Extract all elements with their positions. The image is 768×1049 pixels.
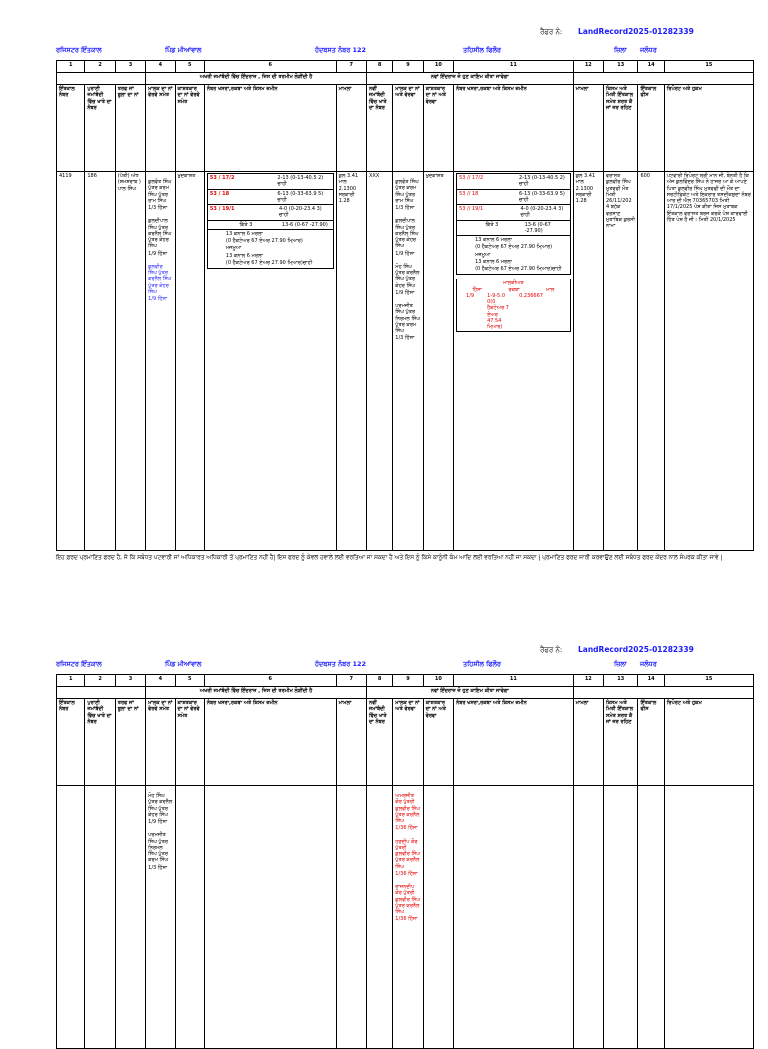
- kite-label: ਕਿੱਤੇ 3: [485, 221, 499, 228]
- record-page-2: [0, 636, 768, 1024]
- area-line: (0 ਹੈਕਟੇਅਰ 67 ਏਅਰ 27.90 ਮਿ੍ਆਰ): [475, 244, 553, 251]
- col-num: 7: [336, 61, 366, 73]
- col-num: 8: [366, 61, 392, 73]
- reference-label: ਰੈਫਰ ਨੰ:: [540, 646, 563, 654]
- col-num: 12: [573, 61, 603, 73]
- col-num: 14: [638, 61, 664, 73]
- col-num: 1: [57, 675, 85, 687]
- owner-share: 1/9 ਹਿੱਸਾ: [395, 250, 415, 257]
- heir-name: ਅਮਰਜੀਤ ਕੌਰ ਪੁੱਤਰੀ ਕੁਲਵੀਰ ਸਿੰਘ ਪੁੱਤਰ ਕਰਨੈਲ ਸਿੰਘ: [395, 793, 421, 824]
- owner-share: 1/9 ਹਿੱਸਾ: [395, 289, 415, 296]
- new-owner-cell: [393, 786, 423, 1049]
- owner-share: 1/9 ਹਿੱਸਾ: [148, 250, 168, 257]
- mutation-table: [56, 674, 754, 1049]
- old-section-title: ਅਖਰੀ ਜਮਾਂਬੰਦੀ ਵਿੱਚ ਇੰਦਰਾਜ , ਜਿਸ ਦੀ ਤਰਮੀਮ ਲੋੜੀਂਦੀ ਹੈ: [146, 73, 367, 85]
- area-line: 13 ਕਨਾਲ 6 ਮਰਲਾ: [225, 230, 263, 237]
- col-num: 3: [115, 61, 145, 73]
- mutation-table: [56, 60, 754, 551]
- kite-label: ਕਿੱਤੇ 3: [239, 221, 253, 228]
- village-label: ਪਿੰਡ ਮੀਆਂਵਾਲ: [165, 46, 202, 54]
- area-line: (0 ਹੈਕਟੇਅਰ 67 ਏਅਰ 27.90 ਮਿ੍ਆਰ): [225, 238, 303, 244]
- col-num: 5: [175, 61, 204, 73]
- col-num: 4: [146, 61, 175, 73]
- owner-name: ਪਰਮਜੀਤ ਸਿੰਘ ਪੁੱਤਰ ਨਿਰਮਲ ਸਿੰਘ ਪੁੱਤਰ ਕਰਮ ਸਿੰਘ: [395, 303, 421, 334]
- new-cultivator-cell: ਖੁਦਕਾਸ਼ਤ: [423, 172, 453, 551]
- new-khata-number: XXX: [366, 172, 392, 551]
- owner-share: 1/3 ਹਿੱਸਾ: [148, 205, 168, 211]
- col-num: 4: [146, 675, 175, 687]
- reference-number: LandRecord2025-01282339: [578, 645, 694, 654]
- col-num: 3: [115, 675, 145, 687]
- column-header-row: [57, 85, 754, 172]
- district-label: ਜ਼ਿਲਾ: [614, 46, 627, 54]
- new-owner-cell: [393, 172, 423, 551]
- transfer-mal: 0.236667: [519, 292, 543, 299]
- hadbast-label: ਹੱਦਬਸਤ ਨੰਬਰ 122: [315, 46, 367, 54]
- khasra-number: 53 / 18: [209, 190, 230, 197]
- owner-name: ਕੁਲਦੀਪਾਲ ਸਿੰਘ ਪੁੱਤਰ ਕਰਨੈਲ ਸਿੰਘ ਪੁੱਤਰ ਕੇਹਰ ਸਿੰਘ: [395, 218, 419, 250]
- col-header: ਮਾਲਕ ਦਾ ਨਾਂ ਅਤੇ ਵੇਰਵਾ: [393, 699, 423, 786]
- col-header: ਇੰਤਕਾਲ ਨੰਬਰ: [57, 699, 85, 786]
- transfer-col: ਰਕਬਾ: [508, 286, 520, 293]
- new-section-title: ਨਵਾਂ ਇੰਦਰਾਜ ਜੋ ਹੁਣ ਕਾਇਮ ਕੀਤਾ ਜਾਵੇਗਾ: [366, 687, 573, 699]
- disclaimer-note: ਇਹ ਫ਼ਰਦ ਪ੍ਰਮਾਣਿਤ ਫਰਦ ਹੈ, ਜੋ ਕਿ ਸਬੰਧਤ ਪਟਵਾਰੀ ਜਾਂ ਅਧਿਕਾਰਤ ਅਧਿਕਾਰੀ ਤੋਂ ਪ੍ਰਮਾਣਿਤ ਨਹੀਂ ਹੈ| ਇਸ ਫਰਦ ਨੂੰ ਕੇਵਲ ਹਵਾਲੇ ਲਈ ਵਰਤਿਆ ਜਾ ਸਕਦਾ ਹੈ ਅਤੇ ਇਸ ਨੂੰ ਕਿਸੇ ਕਾਨੂੰਨੀ ਕੰਮ ਆਦਿ ਲਈ ਵਰਤਿਆ ਨਹੀਂ ਜਾ ਸਕਦਾ | ਪ੍ਰਮਾਣਿਤ ਫਰਦ ਜਾਰੀ ਕਰਵਾਉਣ ਲਈ ਸਬੰਧਤ ਫਰਦ ਕੇਂਦਰ ਨਾਲ ਸੰਪਰਕ ਕੀਤਾ ਜਾਵੇ |: [56, 555, 723, 561]
- khasra-entry: [456, 173, 571, 190]
- col-num: 12: [573, 675, 603, 687]
- taraf-name: (ਪੱਤੀ) ਅੱਧ (ਸ਼ਮਸ਼ਰਾਬ ) ਪਾਲ ਸਿੰਘ: [115, 172, 145, 551]
- khasra-entry: [207, 190, 334, 206]
- col-num: 9: [393, 61, 423, 73]
- tehsil-label: ਤਹਿਸੀਲ ਫਿਲੌਰ: [463, 46, 501, 54]
- register-label: ਰਜਿਸਟਰ ਇੰਤਕਾਲ: [56, 660, 102, 668]
- area-line: ਮਜਮੂਆ: [225, 245, 242, 252]
- col-header: ਇੰਤਕਾਲ ਨੰਬਰ: [57, 85, 85, 172]
- hadbast-label: ਹੱਦਬਸਤ ਨੰਬਰ 122: [315, 660, 367, 668]
- area-line: 13 ਕਨਾਲ 6 ਮਰਲਾ: [475, 237, 512, 243]
- heir-share: 1/36 ਹਿੱਸਾ: [395, 916, 418, 923]
- heir-share: 1/36 ਹਿੱਸਾ: [395, 870, 418, 877]
- col-header: ਪੁਰਾਣੀ ਜਮਾਂਬੰਦੀ ਵਿੱਚ ਖਾਤੇ ਦਾ ਨੰਬਰ: [85, 699, 115, 786]
- col-header: ਇੰਤਕਾਲ ਫੀਸ: [638, 699, 664, 786]
- khasra-entry: [456, 190, 571, 206]
- col-header: ਇੰਤਕਾਲ ਫੀਸ: [638, 85, 664, 172]
- document-header: [0, 44, 768, 56]
- owner-name: ਕੁਲਦੀਪਾਲ ਸਿੰਘ ਪੁੱਤਰ ਕਰਨੈਲ ਸਿੰਘ ਪੁੱਤਰ ਕੇਹਰ ਸਿੰਘ: [148, 218, 172, 250]
- mutation-fee: 600: [638, 172, 664, 551]
- old-section-title: ਅਖਰੀ ਜਮਾਂਬੰਦੀ ਵਿੱਚ ਇੰਦਰਾਜ , ਜਿਸ ਦੀ ਤਰਮੀਮ ਲੋੜੀਂਦੀ ਹੈ: [146, 687, 367, 699]
- col-num: 9: [393, 675, 423, 687]
- col-num: 7: [336, 675, 366, 687]
- transfer-col: ਹਿੱਸਾ: [472, 286, 482, 293]
- district-value: ਜਲੰਧਰ: [640, 660, 657, 668]
- section-title-row: [57, 687, 754, 699]
- khasra-number: 53 / 19/1: [209, 206, 235, 212]
- revenue-new: ਕੁਲ 3.41 ਮਾਲ 2.1300 ਸਰਕਾਰੀ 1.28: [573, 172, 603, 551]
- owner-cell: [146, 172, 175, 551]
- transfer-area: 1-9-5.0 0(0 ਹੈਕਟੇਅਰ 7 ਏਅਰ 47.54 ਮਿ੍ਆਰ): [487, 292, 509, 330]
- section-title-row: [57, 73, 754, 85]
- khasra-entry: [207, 205, 334, 221]
- col-num: 8: [366, 675, 392, 687]
- deceased-owner-name: ਕੁਲਵੀਰ ਸਿੰਘ ਪੁੱਤਰ ਕਰਨੈਲ ਸਿੰਘ ਪੁੱਤਰ ਕੇਹਰ ਸਿੰਘ: [148, 263, 172, 295]
- col-num: 13: [604, 61, 638, 73]
- kite-total: [207, 221, 334, 230]
- col-header: ਕਿਸਮ ਅਤੇ ਮਿਤੀ ਇੰਤਕਾਲ ਸਮੇਤ ਸ਼ਰਤ ਕੈ ਜਾਂ ਜਰ ਰਹਿਣ: [604, 699, 638, 786]
- col-num: 10: [423, 61, 453, 73]
- khasra-area: 4-0 (0-20-23.4 3) ਚਾਹੀ: [279, 206, 322, 219]
- col-header: ਤਰਫ ਜਾਂ ਥੂਲਾ ਦਾ ਨਾਂ: [115, 699, 145, 786]
- khasra-number: 53 // 17/2: [459, 175, 484, 181]
- khasra-number: 53 // 18: [459, 190, 479, 197]
- report-order: ਪਟਵਾਰੀ ਰਿਪੋਰਟ ਸ਼੍ਰੀ ਮਾਨ ਜੀ, ਬੇਨਤੀ ਹੈ ਕਿ ਅੱਜ ਕੁਲਵਿੰਦਰ ਸਿੰਘ ਨੇ ਹਾਜਰ ਆ ਕੇ ਆਪਣੇ ਪਿਤਾ ਕੁਲਵੀਰ ਸਿੰਘ ਮੁਤਵਫੀ ਦੀ ਮੌਤ ਦਾ ਸਰਟੀਫਿਕੇਟ ਅਤੇ ਇਕਰਾਰ ਤਸਦੀਕਸ਼ੁਦਾ ਨੰਬਰ ਆਰ ਦੀ ਐਲ 70365703 ਮਿਤੀ 17/1/2025 ਪੇਸ਼ ਕੀਤਾ ਜਿਸ ਮੁਤਾਬਕ ਇੰਤਕਾਲ ਵਰਾਸਤ ਬਰਜ ਕਰਕੇ ਪੇਸ਼ ਕਾਰਵਾਈ ਹਿੱਤ ਪੇਸ਼ ਹੈ ਜੀ। ਮਿਤੀ 20/1/2025: [664, 172, 753, 551]
- area-line: ਮਜਮੂਆ: [475, 251, 491, 258]
- col-header: ਮਾਲਕ ਦਾ ਨਾਂ ਅਤੇ ਵੇਰਵਾ: [393, 85, 423, 172]
- owner-name: ਕੁਲਵੰਤ ਸਿੰਘ ਪੁੱਤਰ ਕਰਮ ਸਿੰਘ ਪੁੱਤਰ ਰਾਮ ਸਿੰਘ: [148, 179, 172, 204]
- col-num: 6: [204, 61, 336, 73]
- area-line: (0 ਹੈਕਟੇਅਰ 67 ਏਅਰ 27.90 ਮਿ੍ਆਰ)ਚਾਹੀ: [475, 266, 562, 272]
- col-header: ਮਾਮਲਾ: [573, 85, 603, 172]
- mutation-type: ਵਰਾਸਤ ਕੁਲਵੀਰ ਸਿੰਘ ਮੁਤਵਫੀ ਮੌਤ ਮਿਤੀ 26/11/202 4 ਬਹੱਕ ਵਰਸਾਣ ਮੁਤਾਬਿਕ ਕੁਰਸੀ ਨਾਮਾ: [604, 172, 638, 551]
- register-label: ਰਜਿਸਟਰ ਇੰਤਕਾਲ: [56, 46, 102, 54]
- reference-number: LandRecord2025-01282339: [578, 27, 694, 36]
- district-value: ਜਲੰਧਰ: [640, 46, 657, 54]
- owner-name: ਮੋਹ ਸਿੰਘ ਪੁੱਤਰ ਕਰਨੈਲ ਸਿੰਘ ਪੁੱਤਰ ਕੇਹਰ ਸਿੰਘ: [148, 793, 173, 818]
- heir-name: ਰਾਜਨਦੀਪ ਕੌਰ ਪੁੱਤਰੀ ਕੁਲਵੀਰ ਸਿੰਘ ਪੁੱਤਰ ਕਰਨੈਲ ਸਿੰਘ: [395, 884, 421, 915]
- transfer-share: 1/9: [466, 292, 475, 299]
- khasra-new-cell: [454, 172, 574, 551]
- col-num: 14: [638, 675, 664, 687]
- col-header: ਕਿਸਮ ਅਤੇ ਮਿਤੀ ਇੰਤਕਾਲ ਸਮੇਤ ਸ਼ਰਤ ਕੈ ਜਾਂ ਜਰ ਰਹਿਣ: [604, 85, 638, 172]
- column-number-row: [57, 675, 754, 687]
- old-khata-number: 186: [85, 172, 115, 551]
- owner-name: ਪਰਮਜੀਤ ਸਿੰਘ ਪੁੱਤਰ ਨਿਰਮਲ ਸਿੰਘ ਪੁੱਤਰ ਕਰਮ ਸਿੰਘ: [148, 832, 169, 864]
- col-header: ਨਵੀਂ ਜਮਾਂਬੰਦੀ ਵਿੱਚ ਖਾਤੇ ਦਾ ਨੰਬਰ: [366, 85, 392, 172]
- col-num: 15: [664, 61, 753, 73]
- col-header: ਕਾਸ਼ਤਕਾਰ ਦਾ ਨਾਂ ਵੇਰਵੇ ਸਮੇਤ: [175, 699, 204, 786]
- col-header: ਪੁਰਾਣੀ ਜਮਾਂਬੰਦੀ ਵਿੱਚ ਖਾਤੇ ਦਾ ਨੰਬਰ: [85, 85, 115, 172]
- col-header: ਨੰਬਰ ਖਸਰਾ,ਰਕਬਾ ਅਤੇ ਕਿਸਮ ਜ਼ਮੀਨ: [204, 699, 336, 786]
- column-number-row: [57, 61, 754, 73]
- col-header: ਨਵੀਂ ਜਮਾਂਬੰਦੀ ਵਿੱਚ ਖਾਤੇ ਦਾ ਨੰਬਰ: [366, 699, 392, 786]
- transfer-col: ਮਾਲ: [546, 286, 555, 293]
- reference-label: ਰੈਫਰ ਨੰ:: [540, 28, 563, 36]
- heir-name: ਹਰਦੀਪ ਕੌਰ ਪੁੱਤਰੀ ਕੁਲਵੀਰ ਸਿੰਘ ਪੁੱਤਰ ਕਰਨੈਲ ਸਿੰਘ: [395, 838, 421, 870]
- col-num: 1: [57, 61, 85, 73]
- area-line: (0 ਹੈਕਟੇਅਰ 67 ਏਅਰ 27.90 ਮਿ੍ਆਰ)ਚਾਹੀ: [225, 259, 313, 266]
- col-header: ਕਾਸ਼ਤਕਾਰ ਦਾ ਨਾਂ ਅਤੇ ਵੇਰਵਾ: [423, 699, 453, 786]
- col-header: ਕਾਸ਼ਤਕਾਰ ਦਾ ਨਾਂ ਵੇਰਵੇ ਸਮੇਤ: [175, 85, 204, 172]
- khasra-entry: [207, 173, 334, 190]
- area-line: 13 ਕਨਾਲ 6 ਮਰਲਾ: [225, 252, 263, 259]
- col-header: ਮਾਮਲਾ: [336, 85, 366, 172]
- village-label: ਪਿੰਡ ਮੀਆਂਵਾਲ: [165, 660, 202, 668]
- col-header: ਨੰਬਰ ਖਸਰਾ,ਰਕਬਾ ਅਤੇ ਕਿਸਮ ਜ਼ਮੀਨ: [454, 699, 574, 786]
- owner-share: 1/3 ਹਿੱਸਾ: [395, 205, 415, 211]
- col-header: ਮਾਲਕ ਦਾ ਨਾਂ ਵੇਰਵੇ ਸਮੇਤ: [146, 699, 175, 786]
- col-header: ਮਾਲਕ ਦਾ ਨਾਂ ਵੇਰਵੇ ਸਮੇਤ: [146, 85, 175, 172]
- new-section-title: ਨਵਾਂ ਇੰਦਰਾਜ ਜੋ ਹੁਣ ਕਾਇਮ ਕੀਤਾ ਜਾਵੇਗਾ: [366, 73, 573, 85]
- col-num: 13: [604, 675, 638, 687]
- col-num: 10: [423, 675, 453, 687]
- owner-cell: [146, 786, 175, 1049]
- owner-share: 1/9 ਹਿੱਸਾ: [148, 819, 168, 825]
- table-row: [57, 172, 754, 551]
- owner-name: ਕੁਲਵੰਤ ਸਿੰਘ ਪੁੱਤਰ ਕਰਮ ਸਿੰਘ ਪੁੱਤਰ ਰਾਮ ਸਿੰਘ: [395, 179, 419, 204]
- khasra-number: 53 / 17/2: [209, 175, 235, 181]
- kite-area: 13-6 (0-67 -27.90): [281, 221, 328, 228]
- kite-total: [456, 221, 571, 237]
- deceased-owner-share: 1/9 ਹਿੱਸਾ: [148, 296, 168, 302]
- owner-name: ਮੋਹ ਸਿੰਘ ਪੁੱਤਰ ਕਰਨੈਲ ਸਿੰਘ ਪੁੱਤਰ ਕੇਹਰ ਸਿੰਘ: [395, 263, 420, 289]
- col-header: ਕਾਸ਼ਤਕਾਰ ਦਾ ਨਾਂ ਅਤੇ ਵੇਰਵਾ: [423, 85, 453, 172]
- col-num: 2: [85, 61, 115, 73]
- khasra-area: 6-13 (0-33-63.9 5) ਚਾਹੀ: [277, 190, 324, 203]
- col-header: ਮਾਮਲਾ: [336, 699, 366, 786]
- district-label: ਜ਼ਿਲਾ: [614, 660, 627, 668]
- area-summary: [456, 236, 571, 275]
- col-num: 2: [85, 675, 115, 687]
- khasra-area: 2-13 (0-13-40.5 2) ਚਾਹੀ: [518, 175, 565, 188]
- mutation-number: 4119: [57, 172, 85, 551]
- col-num: 11: [454, 675, 574, 687]
- revenue-old: ਕੁਲ 3.41 ਮਾਲ 2.1300 ਸਰਕਾਰੀ 1.28: [336, 172, 366, 551]
- col-header: ਤਰਫ ਜਾਂ ਥੂਲਾ ਦਾ ਨਾਂ: [115, 85, 145, 172]
- col-header: ਮਾਮਲਾ: [573, 699, 603, 786]
- col-header: ਨੰਬਰ ਖਸਰਾ,ਰਕਬਾ ਅਤੇ ਕਿਸਮ ਜ਼ਮੀਨ: [454, 85, 574, 172]
- owner-share: 1/3 ਹਿੱਸਾ: [148, 864, 168, 871]
- khasra-old-cell: [204, 172, 336, 551]
- col-num: 5: [175, 675, 204, 687]
- owner-share: 1/3 ਹਿੱਸਾ: [395, 335, 415, 342]
- khasra-area: 2-13 (0-13-40.5 2) ਚਾਹੀ: [277, 175, 324, 188]
- col-num: 15: [664, 675, 753, 687]
- col-num: 6: [204, 675, 336, 687]
- col-header: ਰਿਪੋਰਟ ਅਤੇ ਹੁਕਮ: [664, 85, 753, 172]
- cultivator-cell: ਖੁਦਕਾਸ਼ਤ: [175, 172, 204, 551]
- khasra-number: 53 // 19/1: [459, 206, 484, 212]
- area-summary: [207, 230, 334, 269]
- document-header: [0, 658, 768, 670]
- col-num: 11: [454, 61, 574, 73]
- khasra-area: 4-0 (0-20-23.4 3) ਚਾਹੀ: [520, 206, 564, 219]
- table-row: [57, 786, 754, 1049]
- tehsil-label: ਤਹਿਸੀਲ ਫਿਲੌਰ: [463, 660, 501, 668]
- col-header: ਰਿਪੋਰਟ ਅਤੇ ਹੁਕਮ: [664, 699, 753, 786]
- kite-area: 13-6 (0-67 -27.90): [524, 221, 551, 234]
- transfer-title: ਮਾਲਕੀਅਤ: [503, 280, 524, 287]
- heir-share: 1/36 ਹਿੱਸਾ: [395, 825, 418, 832]
- khasra-entry: [456, 205, 571, 221]
- transfer-box: [456, 279, 571, 332]
- col-header: ਨੰਬਰ ਖਸਰਾ,ਰਕਬਾ ਅਤੇ ਕਿਸਮ ਜ਼ਮੀਨ: [204, 85, 336, 172]
- area-line: 13 ਕਨਾਲ 6 ਮਰਲਾ: [475, 258, 512, 265]
- column-header-row: [57, 699, 754, 786]
- khasra-area: 6-13 (0-33-63.9 5) ਚਾਹੀ: [518, 190, 565, 203]
